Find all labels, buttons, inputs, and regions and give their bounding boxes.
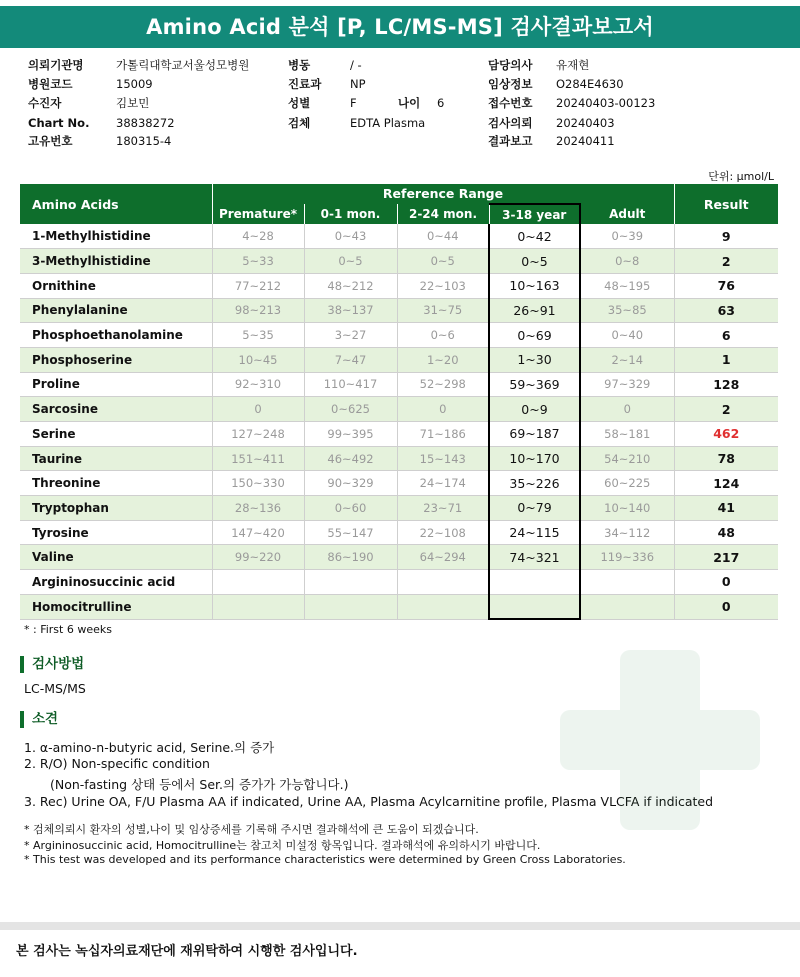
info-value: 20240403-00123 xyxy=(556,96,656,110)
subheader-3-18-year: 3-18 year xyxy=(489,204,580,224)
table-row xyxy=(20,496,778,521)
reference-range-cell: 28~136 xyxy=(212,496,304,521)
info-value: 20240411 xyxy=(556,134,615,148)
table-row xyxy=(20,422,778,447)
finding-line: 2. R/O) Non-specific condition xyxy=(24,756,210,771)
finding-line: (Non-fasting 상태 등에서 Ser.의 증가가 가능합니다.) xyxy=(50,777,349,792)
result-value: 2 xyxy=(674,397,778,422)
outsourcing-notice: 본 검사는 녹십자의료재단에 재위탁하여 시행한 검사입니다. xyxy=(16,944,358,959)
table-row xyxy=(20,298,778,323)
method-body: LC-MS/MS xyxy=(24,681,86,696)
reference-range-cell: 4~28 xyxy=(212,224,304,249)
result-value: 41 xyxy=(674,496,778,521)
reference-range-cell: 0~79 xyxy=(489,496,580,521)
amino-acid-name: Phenylalanine xyxy=(20,298,212,323)
reference-range-cell: 1~30 xyxy=(489,347,580,372)
header-amino-acids: Amino Acids xyxy=(20,184,212,224)
subheader-adult: Adult xyxy=(580,204,674,224)
unit-label: 단위: μmol/L xyxy=(708,170,774,183)
info-label: 접수번호 xyxy=(488,96,533,110)
reference-range-cell: 0~69 xyxy=(489,323,580,348)
reference-range-cell: 150~330 xyxy=(212,471,304,496)
info-label: 결과보고 xyxy=(488,134,533,148)
reference-range-cell: 1~20 xyxy=(397,347,489,372)
reference-range-cell: 0~5 xyxy=(397,249,489,274)
reference-range-cell: 31~75 xyxy=(397,298,489,323)
result-value: 78 xyxy=(674,446,778,471)
reference-range-cell xyxy=(397,594,489,619)
table-body xyxy=(20,224,778,619)
info-value: 가톨릭대학교서울성모병원 xyxy=(116,58,250,72)
reference-range-cell: 10~45 xyxy=(212,347,304,372)
info-label: 임상정보 xyxy=(488,77,533,91)
reference-range-cell xyxy=(212,594,304,619)
reference-range-cell: 22~103 xyxy=(397,273,489,298)
reference-range-cell: 69~187 xyxy=(489,422,580,447)
cross-watermark-icon xyxy=(560,640,760,840)
reference-range-cell: 60~225 xyxy=(580,471,674,496)
amino-acid-name: Taurine xyxy=(20,446,212,471)
reference-range-cell: 0~60 xyxy=(304,496,397,521)
table-row xyxy=(20,249,778,274)
table-row xyxy=(20,372,778,397)
reference-range-cell: 0~43 xyxy=(304,224,397,249)
reference-range-cell: 48~195 xyxy=(580,273,674,298)
info-value: F xyxy=(350,96,357,110)
header-result: Result xyxy=(674,184,778,224)
reference-range-cell xyxy=(304,570,397,595)
table-row xyxy=(20,446,778,471)
table-row xyxy=(20,397,778,422)
table-row xyxy=(20,545,778,570)
info-label: 수진자 xyxy=(28,96,62,110)
reference-range-cell: 127~248 xyxy=(212,422,304,447)
finding-line: 1. α-amino-n-butyric acid, Serine.의 증가 xyxy=(24,740,275,755)
reference-range-cell: 0 xyxy=(580,397,674,422)
amino-acid-name: Tryptophan xyxy=(20,496,212,521)
info-row xyxy=(0,132,800,151)
reference-range-cell: 24~174 xyxy=(397,471,489,496)
result-value: 217 xyxy=(674,545,778,570)
reference-range-cell: 34~112 xyxy=(580,520,674,545)
reference-range-cell xyxy=(580,594,674,619)
subheader-2-24-mon: 2-24 mon. xyxy=(397,204,489,224)
info-label: 고유번호 xyxy=(28,134,73,148)
reference-range-cell: 0~40 xyxy=(580,323,674,348)
age-label: 나이 xyxy=(398,96,421,110)
age-value: 6 xyxy=(437,96,445,110)
amino-acid-table xyxy=(20,184,778,620)
reference-range-cell: 0~44 xyxy=(397,224,489,249)
report-title: Amino Acid 분석 [P, LC/MS-MS] 검사결과보고서 xyxy=(0,6,800,48)
result-value: 462 xyxy=(674,422,778,447)
reference-range-cell: 35~226 xyxy=(489,471,580,496)
result-value: 6 xyxy=(674,323,778,348)
reference-range-cell xyxy=(580,570,674,595)
amino-acid-name: 1-Methylhistidine xyxy=(20,224,212,249)
reference-range-cell: 2~14 xyxy=(580,347,674,372)
info-value: NP xyxy=(350,77,366,91)
result-value: 76 xyxy=(674,273,778,298)
reference-range-cell: 86~190 xyxy=(304,545,397,570)
info-label: 병원코드 xyxy=(28,77,73,91)
reference-range-cell: 59~369 xyxy=(489,372,580,397)
reference-range-cell: 5~33 xyxy=(212,249,304,274)
info-label: 검사의뢰 xyxy=(488,116,533,130)
reference-range-cell xyxy=(304,594,397,619)
reference-range-cell: 0~6 xyxy=(397,323,489,348)
header-reference-range: Reference Range xyxy=(212,184,674,204)
findings-title: 소견 xyxy=(20,711,58,728)
result-value: 0 xyxy=(674,594,778,619)
subheader-premature: Premature* xyxy=(212,204,304,224)
info-value: 15009 xyxy=(116,77,153,91)
table-row xyxy=(20,224,778,249)
info-value: 유재현 xyxy=(556,58,590,72)
reference-range-cell: 5~35 xyxy=(212,323,304,348)
reference-range-cell: 64~294 xyxy=(397,545,489,570)
info-value: EDTA Plasma xyxy=(350,116,426,130)
info-label: Chart No. xyxy=(28,116,90,130)
reference-range-cell: 52~298 xyxy=(397,372,489,397)
reference-range-cell: 10~163 xyxy=(489,273,580,298)
reference-range-cell: 92~310 xyxy=(212,372,304,397)
reference-range-cell: 90~329 xyxy=(304,471,397,496)
reference-range-cell xyxy=(212,570,304,595)
amino-acid-name: Phosphoserine xyxy=(20,347,212,372)
reference-range-cell: 10~140 xyxy=(580,496,674,521)
table-row xyxy=(20,520,778,545)
reference-range-cell: 54~210 xyxy=(580,446,674,471)
method-title: 검사방법 xyxy=(20,656,84,673)
note-line: * 검체의뢰시 환자의 성별,나이 및 임상증세를 기록해 주시면 결과해석에 큰 도움이 되겠습니다. xyxy=(24,823,479,836)
reference-range-cell: 99~395 xyxy=(304,422,397,447)
reference-range-cell: 58~181 xyxy=(580,422,674,447)
reference-range-cell: 0~9 xyxy=(489,397,580,422)
reference-range-cell xyxy=(489,570,580,595)
result-value: 1 xyxy=(674,347,778,372)
reference-range-cell: 0 xyxy=(397,397,489,422)
amino-acid-name: Ornithine xyxy=(20,273,212,298)
reference-range-cell: 71~186 xyxy=(397,422,489,447)
reference-range-cell: 10~170 xyxy=(489,446,580,471)
info-row xyxy=(0,56,800,75)
info-value: O284E4630 xyxy=(556,77,624,91)
reference-range-cell xyxy=(397,570,489,595)
amino-acid-name: Tyrosine xyxy=(20,520,212,545)
reference-range-cell: 119~336 xyxy=(580,545,674,570)
amino-acid-name: Proline xyxy=(20,372,212,397)
info-value: 20240403 xyxy=(556,116,615,130)
info-label: 성별 xyxy=(288,96,311,110)
result-value: 9 xyxy=(674,224,778,249)
amino-acid-name: Valine xyxy=(20,545,212,570)
reference-range-cell: 0~625 xyxy=(304,397,397,422)
subheader-0-1-mon: 0-1 mon. xyxy=(304,204,397,224)
bottom-divider xyxy=(0,922,800,930)
info-label: 병동 xyxy=(288,58,311,72)
table-row xyxy=(20,273,778,298)
table-row xyxy=(20,594,778,619)
reference-range-cell xyxy=(489,594,580,619)
patient-info xyxy=(0,56,800,152)
reference-range-cell: 22~108 xyxy=(397,520,489,545)
info-row xyxy=(0,114,800,133)
amino-acid-name: Homocitrulline xyxy=(20,594,212,619)
reference-range-cell: 26~91 xyxy=(489,298,580,323)
info-value: 180315-4 xyxy=(116,134,172,148)
reference-range-cell: 0~8 xyxy=(580,249,674,274)
reference-range-cell: 23~71 xyxy=(397,496,489,521)
reference-range-cell: 0~42 xyxy=(489,224,580,249)
reference-range-cell: 0~5 xyxy=(489,249,580,274)
reference-range-cell: 0~5 xyxy=(304,249,397,274)
result-value: 124 xyxy=(674,471,778,496)
info-value: 38838272 xyxy=(116,116,175,130)
reference-range-cell: 74~321 xyxy=(489,545,580,570)
reference-range-cell: 0 xyxy=(212,397,304,422)
reference-range-cell: 147~420 xyxy=(212,520,304,545)
result-value: 2 xyxy=(674,249,778,274)
info-label: 담당의사 xyxy=(488,58,533,72)
reference-range-cell: 35~85 xyxy=(580,298,674,323)
amino-acid-name: Phosphoethanolamine xyxy=(20,323,212,348)
amino-acid-name: Argininosuccinic acid xyxy=(20,570,212,595)
amino-acid-name: Sarcosine xyxy=(20,397,212,422)
result-value: 0 xyxy=(674,570,778,595)
reference-range-cell: 46~492 xyxy=(304,446,397,471)
info-label: 진료과 xyxy=(288,77,322,91)
info-row xyxy=(0,75,800,94)
reference-range-cell: 24~115 xyxy=(489,520,580,545)
finding-line: 3. Rec) Urine OA, F/U Plasma AA if indicated, Urine AA, Plasma Acylcarnitine profile, Plasma VLCFA if indicated xyxy=(24,794,714,809)
info-label: 의뢰기관명 xyxy=(28,58,84,72)
reference-range-cell: 15~143 xyxy=(397,446,489,471)
reference-range-cell: 110~417 xyxy=(304,372,397,397)
result-value: 63 xyxy=(674,298,778,323)
reference-range-cell: 48~212 xyxy=(304,273,397,298)
reference-range-cell: 77~212 xyxy=(212,273,304,298)
table-row xyxy=(20,471,778,496)
table-row xyxy=(20,323,778,348)
reference-range-cell: 7~47 xyxy=(304,347,397,372)
reference-range-cell: 0~39 xyxy=(580,224,674,249)
table-row xyxy=(20,570,778,595)
reference-range-cell: 99~220 xyxy=(212,545,304,570)
reference-range-cell: 98~213 xyxy=(212,298,304,323)
table-footnote: * : First 6 weeks xyxy=(24,623,112,636)
amino-acid-name: Threonine xyxy=(20,471,212,496)
reference-range-cell: 3~27 xyxy=(304,323,397,348)
table-row xyxy=(20,347,778,372)
note-line: * This test was developed and its performance characteristics were determined by Green Cross Laboratories. xyxy=(24,853,626,866)
reference-range-cell: 55~147 xyxy=(304,520,397,545)
reference-range-cell: 97~329 xyxy=(580,372,674,397)
result-value: 128 xyxy=(674,372,778,397)
note-line: * Argininosuccinic acid, Homocitrulline는 참고치 미설정 항목입니다. 결과해석에 유의하시기 바랍니다. xyxy=(24,839,541,852)
info-row xyxy=(0,94,800,113)
info-value: 김보민 xyxy=(116,96,150,110)
info-label: 검체 xyxy=(288,116,311,130)
amino-acid-name: Serine xyxy=(20,422,212,447)
reference-range-cell: 151~411 xyxy=(212,446,304,471)
reference-range-cell: 38~137 xyxy=(304,298,397,323)
amino-acid-name: 3-Methylhistidine xyxy=(20,249,212,274)
result-value: 48 xyxy=(674,520,778,545)
info-value: / - xyxy=(350,58,362,72)
